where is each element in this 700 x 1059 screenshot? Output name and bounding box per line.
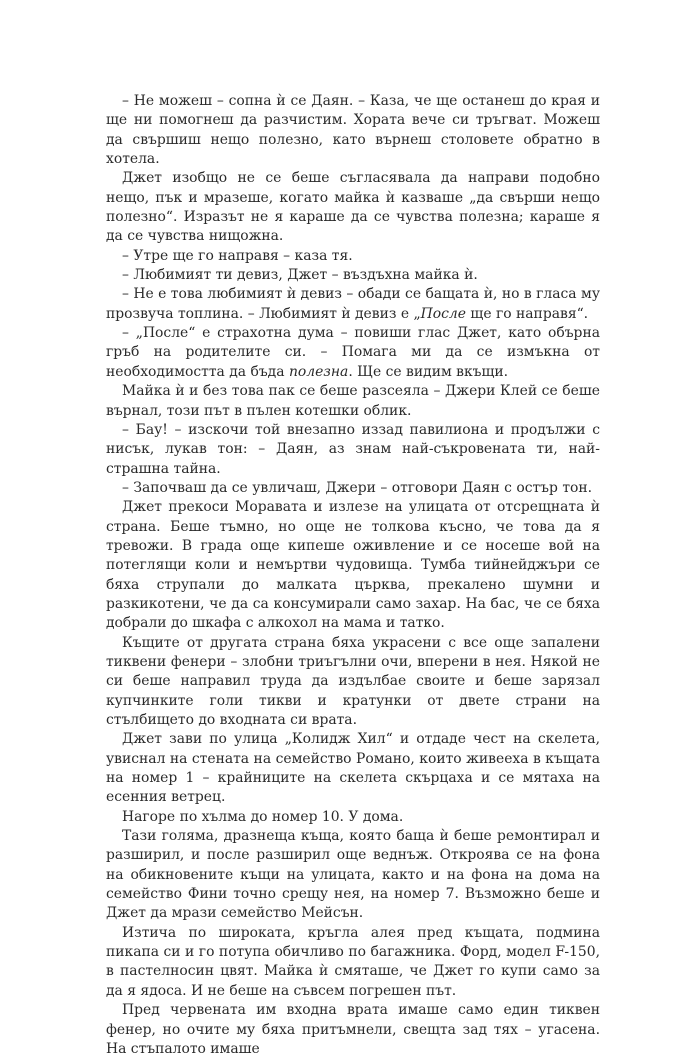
- paragraph: [106, 634, 600, 731]
- paragraph-text: Пред червената им входна врата имаше само един тиквен фенер, но очите му бяха притъмнели, свещта зад тях – угасена. На стъпалото имаше: [106, 1002, 600, 1057]
- paragraph-text: Майка ѝ и без това пак се беше разсеяла – Джери Клей се беше върнал, този път в пълен котешки облик.: [106, 383, 600, 419]
- emphasis-text: После: [420, 305, 466, 322]
- paragraph-text: Изтича по широката, кръгла алея пред къщата, подмина пикапа си и го потупа обичливо по багажника. Форд, модел F-150, в пастелносин цвят. Майка ѝ смяташе, че Джет го купи само за да я ядоса. И не беше на съвсем погрешен път.: [106, 924, 600, 999]
- paragraph: [106, 808, 600, 827]
- paragraph: [106, 169, 600, 246]
- paragraph: [106, 324, 600, 382]
- book-page: [106, 92, 600, 1059]
- paragraph-text: – Бау! – изскочи той внезапно иззад павилиона и продължи с нисък, лукав тон: – Даян, аз знам най-съкровената ти, най-страшна тайна.: [106, 421, 600, 477]
- paragraph-text: Къщите от другата страна бяха украсени с все още запалени тиквени фенери – злобни триъгълни очи, вперени в нея. Някой не си беше направил труда да издълбае своите и беше зарязал купчинките голи тикви и кратунки от двете страни на стълбището до входната си врата.: [106, 634, 600, 728]
- paragraph-text: – „После“ е страхотна дума – повиши глас Джет, като обърна гръб на родителите си. – Помага ми да се измъкна от необходимостта да бъда: [106, 325, 600, 380]
- paragraph-text: Джет прекоси Моравата и излезе на улицата от отсрещната ѝ страна. Беше тъмно, но още не толкова късно, че това да я тревожи. В града още кипеше оживление и се носеше вой на потеглящи коли и немъртви чудовища. Тумба тийнейджъри се бяха струпали до малката църква, прекалено шумни и разкикотени, че да са консумирали само захар. На бас, че се бяха добрали до шкафа с алкохол на мама и татко.: [106, 499, 600, 632]
- paragraph: [106, 827, 600, 924]
- paragraph: [106, 382, 600, 421]
- paragraph: [106, 498, 600, 633]
- paragraph-text: – Утре ще го направя – каза тя.: [122, 247, 353, 264]
- paragraph-text: – Не е това любимият ѝ девиз – обади се бащата ѝ, но в гласа му прозвуча топлина. – Любимият ѝ девиз е „: [106, 286, 600, 322]
- paragraph: [106, 92, 600, 169]
- paragraph-text: Нагоре по хълма до номер 10. У дома.: [122, 808, 404, 825]
- paragraph-text: ще го направя“.: [466, 305, 589, 322]
- paragraph-text: – Не можеш – сопна ѝ се Даян. – Каза, че ще останеш до края и ще ни помогнеш да разчистим. Хората вече си тръгват. Можеш да свършиш нещо полезно, като върнеш столовете обратно в хотела.: [106, 93, 600, 168]
- paragraph-text: – Любимият ти девиз, Джет – въздъхна майка ѝ.: [122, 267, 478, 284]
- paragraph: [106, 730, 600, 807]
- paragraph: [106, 247, 600, 266]
- paragraph: [106, 421, 600, 479]
- paragraph: [106, 266, 600, 285]
- paragraph-text: . Ще се видим вкъщи.: [348, 363, 509, 380]
- paragraph: [106, 285, 600, 324]
- paragraph-text: Тази голяма, дразнеща къща, която баща ѝ беше ремонтирал и разширил, и после разширил още веднъж. Откроява се на фона на обикновените къщи на улицата, както и на фона на дома на семейство Фини точно срещу нея, на номер 7. Възможно беше и Джет да мрази семейство Мейсън.: [106, 828, 600, 922]
- paragraph-text: – Започваш да се увличаш, Джери – отговори Даян с остър тон.: [122, 479, 593, 496]
- paragraph: [106, 1001, 600, 1059]
- emphasis-text: полезна: [288, 363, 349, 380]
- paragraph: [106, 479, 600, 498]
- paragraph-text: Джет зави по улица „Колидж Хил“ и отдаде чест на скелета, увиснал на стената на семейство Романо, които живееха в къщата на номер 1 – крайниците на скелета скърцаха и се мятаха на есенния ветрец.: [106, 731, 600, 806]
- paragraph: [106, 924, 600, 1001]
- paragraph-text: Джет изобщо не се беше съгласявала да направи подобно нещо, пък и мразеше, когато майка ѝ казваше „да свърши нещо полезно“. Изразът не я караше да се чувства полезна; караше я да се чувства нищожна.: [106, 170, 600, 245]
